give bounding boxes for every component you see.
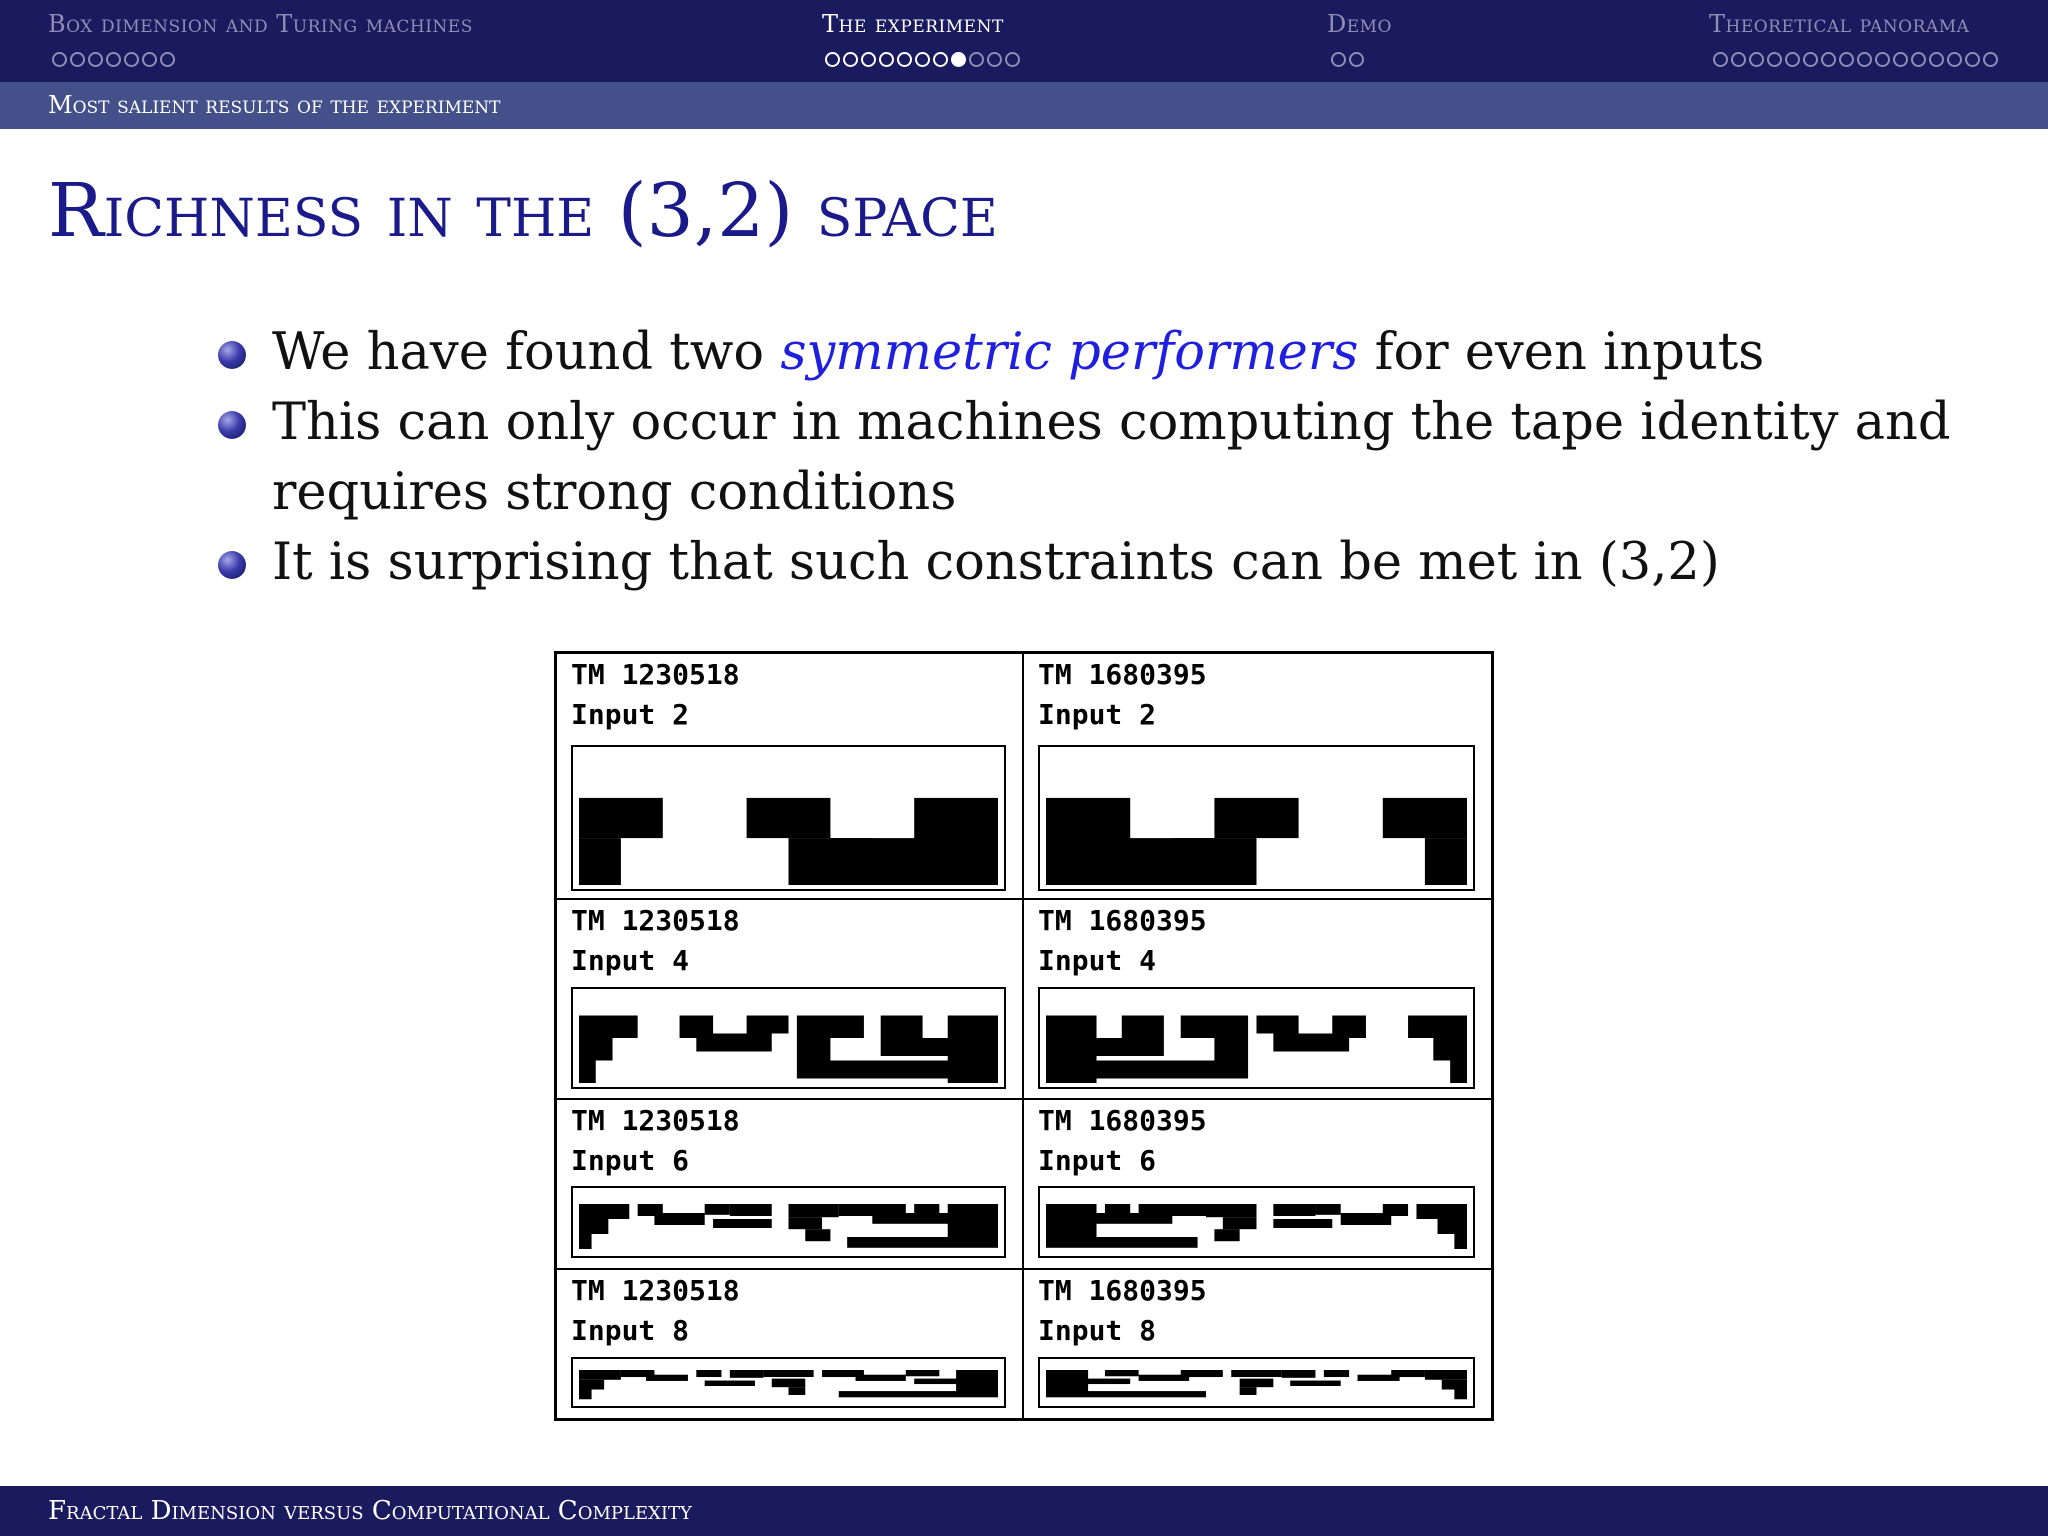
nav-frame-dot[interactable]	[825, 52, 840, 67]
bullet-ball-icon	[218, 341, 246, 369]
nav-frame-dot[interactable]	[124, 52, 139, 67]
tape-evolution-graphic	[579, 1192, 998, 1252]
input-label: Input 2	[1038, 698, 1157, 731]
nav-frame-dot[interactable]	[106, 52, 121, 67]
bullet-ball-icon	[218, 551, 246, 579]
nav-frame-dot[interactable]	[1839, 52, 1854, 67]
machine-id-label: TM 1680395	[1038, 1104, 1207, 1137]
nav-dots-the-experiment	[825, 52, 1020, 72]
space-time-diagram	[1038, 745, 1475, 891]
machine-cell	[1024, 1270, 1491, 1418]
space-time-diagram	[571, 987, 1006, 1089]
nav-frame-dot[interactable]	[1911, 52, 1926, 67]
input-label: Input 4	[1038, 944, 1157, 977]
space-time-diagram	[1038, 987, 1475, 1089]
machine-cell	[1024, 1100, 1491, 1270]
nav-section-demo[interactable]: Demo	[1327, 10, 1392, 38]
bullet-list	[210, 318, 2010, 598]
space-time-diagram	[571, 745, 1006, 891]
nav-frame-dot[interactable]	[1713, 52, 1728, 67]
space-time-diagram	[571, 1186, 1006, 1258]
tape-evolution-graphic	[579, 1363, 998, 1402]
input-label: Input 6	[571, 1144, 690, 1177]
nav-frame-dot[interactable]	[843, 52, 858, 67]
input-label: Input 4	[571, 944, 690, 977]
emphasized-term: symmetric performers	[780, 323, 1359, 382]
machine-cell	[557, 900, 1024, 1100]
nav-frame-dot[interactable]	[160, 52, 175, 67]
tape-evolution-graphic	[1046, 1192, 1467, 1252]
nav-frame-dot[interactable]	[933, 52, 948, 67]
footer-bar	[0, 1486, 2048, 1536]
footer-title: Fractal Dimension versus Computational Complexity	[48, 1496, 692, 1526]
space-time-diagram	[571, 1357, 1006, 1408]
tape-evolution-graphic	[1046, 993, 1467, 1083]
machine-cell	[1024, 900, 1491, 1100]
nav-frame-dot[interactable]	[1875, 52, 1890, 67]
subsection-bar	[0, 82, 2048, 129]
nav-frame-dot[interactable]	[1947, 52, 1962, 67]
subsection-title: Most salient results of the experiment	[48, 91, 501, 119]
tape-evolution-graphic	[579, 993, 998, 1083]
nav-dots-demo	[1331, 52, 1364, 72]
nav-section-theoretical-panorama[interactable]: Theoretical panorama	[1709, 10, 1970, 38]
input-label: Input 6	[1038, 1144, 1157, 1177]
machine-id-label: TM 1230518	[571, 1274, 740, 1307]
nav-frame-dot[interactable]	[70, 52, 85, 67]
nav-dots-box-dimension	[52, 52, 175, 72]
nav-frame-dot[interactable]	[1821, 52, 1836, 67]
nav-frame-dot[interactable]	[1893, 52, 1908, 67]
nav-frame-dot[interactable]	[1857, 52, 1872, 67]
tape-evolution-graphic	[579, 751, 998, 885]
tape-evolution-graphic	[1046, 751, 1467, 885]
nav-frame-dot[interactable]	[88, 52, 103, 67]
machine-cell	[1024, 654, 1491, 900]
nav-frame-dot[interactable]	[1965, 52, 1980, 67]
machine-id-label: TM 1680395	[1038, 904, 1207, 937]
bullet-ball-icon	[218, 411, 246, 439]
section-navigation-bar	[0, 0, 2048, 82]
tape-evolution-graphic	[1046, 1363, 1467, 1402]
nav-frame-dot[interactable]	[1749, 52, 1764, 67]
machine-id-label: TM 1680395	[1038, 658, 1207, 691]
nav-frame-dot[interactable]	[879, 52, 894, 67]
nav-frame-dot[interactable]	[897, 52, 912, 67]
input-label: Input 2	[571, 698, 690, 731]
nav-frame-dot[interactable]	[861, 52, 876, 67]
space-time-diagram	[1038, 1357, 1475, 1408]
machine-id-label: TM 1230518	[571, 904, 740, 937]
nav-section-box-dimension[interactable]: Box dimension and Turing machines	[48, 10, 473, 38]
nav-frame-dot[interactable]	[1929, 52, 1944, 67]
machine-cell	[557, 654, 1024, 900]
machine-id-label: TM 1230518	[571, 658, 740, 691]
nav-frame-dot[interactable]	[969, 52, 984, 67]
bullet-item: It is surprising that such constraints can be met in (3,2)	[210, 528, 2010, 598]
nav-frame-dot[interactable]	[1983, 52, 1998, 67]
machine-id-label: TM 1680395	[1038, 1274, 1207, 1307]
bullet-item: We have found two symmetric performers for even inputs	[210, 318, 2010, 388]
input-label: Input 8	[571, 1314, 690, 1347]
nav-frame-dot[interactable]	[1005, 52, 1020, 67]
turing-machine-figure	[554, 651, 1494, 1421]
nav-frame-dot[interactable]	[52, 52, 67, 67]
input-label: Input 8	[1038, 1314, 1157, 1347]
nav-frame-dot[interactable]	[1731, 52, 1746, 67]
space-time-diagram	[1038, 1186, 1475, 1258]
nav-frame-dot[interactable]	[987, 52, 1002, 67]
bullet-item: This can only occur in machines computing the tape identity and requires strong conditions	[210, 388, 2010, 528]
nav-frame-dot[interactable]	[1331, 52, 1346, 67]
nav-frame-dot[interactable]	[142, 52, 157, 67]
nav-frame-dot[interactable]	[1349, 52, 1364, 67]
nav-frame-dot[interactable]	[1785, 52, 1800, 67]
nav-frame-dot[interactable]	[1767, 52, 1782, 67]
nav-frame-dot[interactable]	[915, 52, 930, 67]
nav-dots-theoretical-panorama	[1713, 52, 1998, 72]
machine-cell	[557, 1270, 1024, 1418]
nav-frame-dot[interactable]	[951, 52, 966, 67]
slide-title: Richness in the (3,2) space	[48, 168, 998, 254]
nav-section-the-experiment[interactable]: The experiment	[822, 10, 1004, 38]
nav-frame-dot[interactable]	[1803, 52, 1818, 67]
machine-id-label: TM 1230518	[571, 1104, 740, 1137]
machine-cell	[557, 1100, 1024, 1270]
